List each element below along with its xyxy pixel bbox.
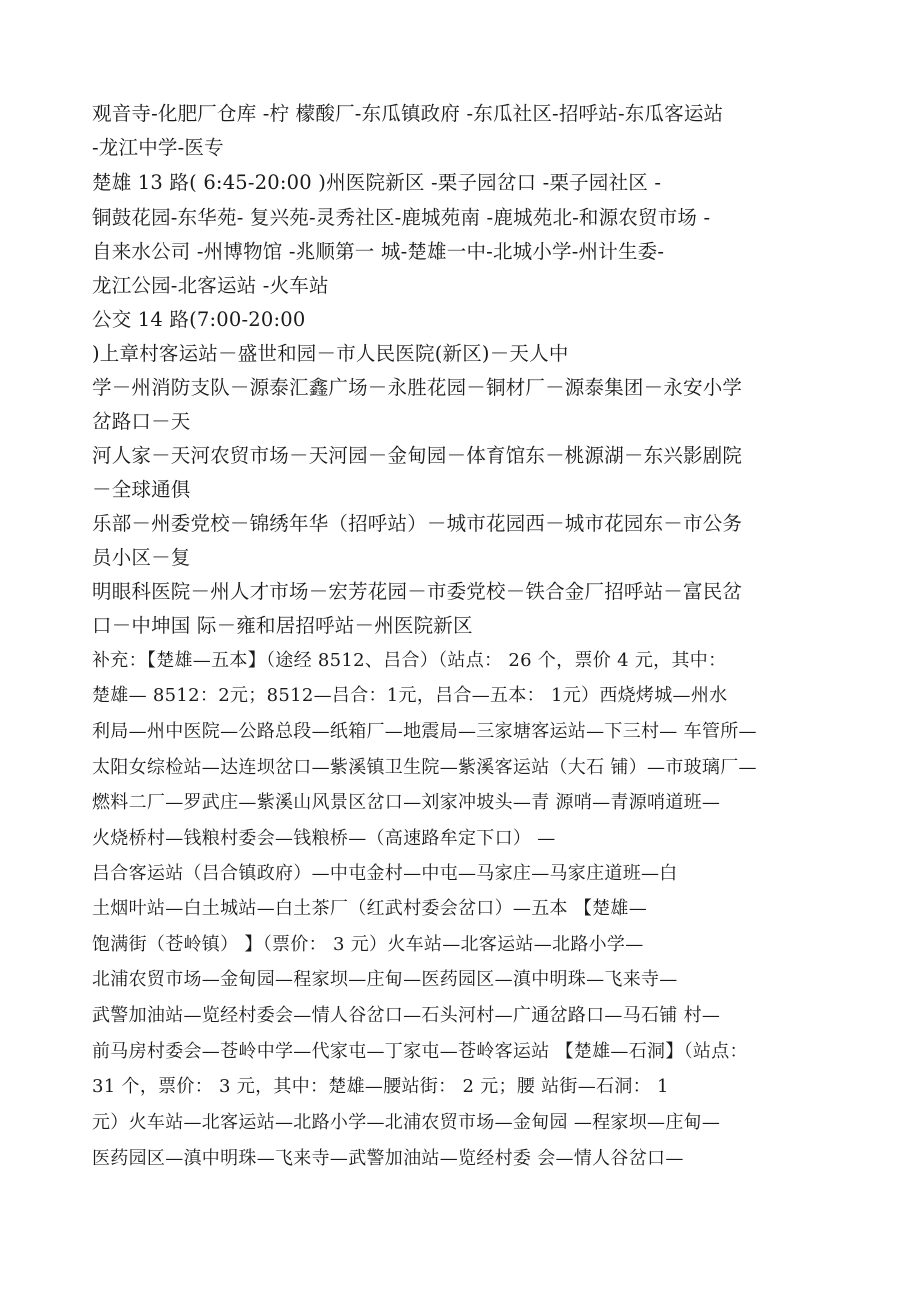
text-line: 前马房村委会—苍岭中学—代家屯—丁家屯—苍岭客运站 【楚雄—石洞】（站点： (92, 1041, 748, 1062)
text-line: 31 个，票价： 3 元，其中：楚雄—腰站街： 2 元；腰 站街—石洞： 1 (92, 1076, 669, 1097)
text-line: 口－中坤国 际－雍和居招呼站－州医院新区 (92, 614, 473, 637)
text-line: 河人家－天河农贸市场－天河园－金甸园－体育馆东－桃源湖－东兴影剧院 (92, 444, 743, 467)
text-line: 元）火车站—北客运站—北路小学—北浦农贸市场—金甸园 —程家坝—庄甸— (92, 1112, 721, 1133)
text-line: 武警加油站—览经村委会—情人谷岔口—石头河村—广通岔路口—马石铺 村— (92, 1005, 721, 1026)
text-line: 员小区－复 (92, 546, 191, 569)
text-line: 太阳女综检站—达连坝岔口—紫溪镇卫生院—紫溪客运站（大石 铺）—市玻璃厂— (92, 757, 757, 778)
text-line: 明眼科医院－州人才市场－宏芳花园－市委党校－铁合金厂招呼站－富民岔 (92, 580, 743, 603)
text-line: 龙江公园-北客运站 -火车站 (92, 274, 329, 297)
text-line: 公交 14 路(7:00-20:00 (92, 308, 306, 331)
text-line: 观音寺-化肥厂仓库 -柠 檬酸厂-东瓜镇政府 -东瓜社区-招呼站-东瓜客运站 (92, 102, 724, 125)
text-line: 学－州消防支队－源泰汇鑫广场－永胜花园－铜材厂－源泰集团－永安小学 (92, 376, 743, 399)
text-line: 北浦农贸市场—金甸园—程家坝—庄甸—医药园区—滇中明珠—飞来寺— (92, 969, 678, 990)
text-line: 楚雄— 8512：2元；8512—吕合：1元，吕合—五本： 1元）西烧烤城—州水 (92, 685, 728, 706)
text-line: 利局—州中医院—公路总段—纸箱厂—地震局—三家塘客运站—下三村— 车管所— (92, 721, 757, 742)
text-line: 铜鼓花园-东华苑- 复兴苑-灵秀社区-鹿城苑南 -鹿城苑北-和源农贸市场 - (92, 206, 711, 229)
text-line: 土烟叶站—白土城站—白土茶厂（红武村委会岔口）—五本 【楚雄— (92, 898, 648, 919)
text-line: 补充：【楚雄—五本】（途经 8512、吕合）（站点： 26 个，票价 4 元，其中： (92, 650, 727, 671)
text-line: )上章村客运站－盛世和园－市人民医院(新区)－天人中 (92, 342, 569, 365)
text-line: 医药园区—滇中明珠—飞来寺—武警加油站—览经村委 会—情人谷岔口— (92, 1148, 684, 1169)
text-line: 火烧桥村—钱粮村委会—钱粮桥—（高速路牟定下口） — (92, 828, 556, 849)
text-line: 吕合客运站（吕合镇政府）—中屯金村—中屯—马家庄—马家庄道班—白 (92, 863, 678, 884)
text-line: －全球通俱 (92, 478, 191, 501)
text-line: 岔路口－天 (92, 410, 191, 433)
text-line: -龙江中学-医专 (92, 136, 224, 159)
text-line: 乐部－州委党校－锦绣年华（招呼站）－城市花园西－城市花园东－市公务 (92, 512, 743, 535)
text-line: 燃料二厂—罗武庄—紫溪山风景区岔口—刘家冲坡头—青 源哨—青源哨道班— (92, 792, 721, 813)
text-line: 楚雄 13 路( 6:45-20:00 )州医院新区 -栗子园岔口 -栗子园社区 - (92, 171, 662, 194)
text-line: 自来水公司 -州博物馆 -兆顺第一 城-楚雄一中-北城小学-州计生委- (92, 240, 665, 263)
text-line: 饱满街（苍岭镇） 】（票价： 3 元）火车站—北客运站—北路小学— (92, 934, 644, 955)
